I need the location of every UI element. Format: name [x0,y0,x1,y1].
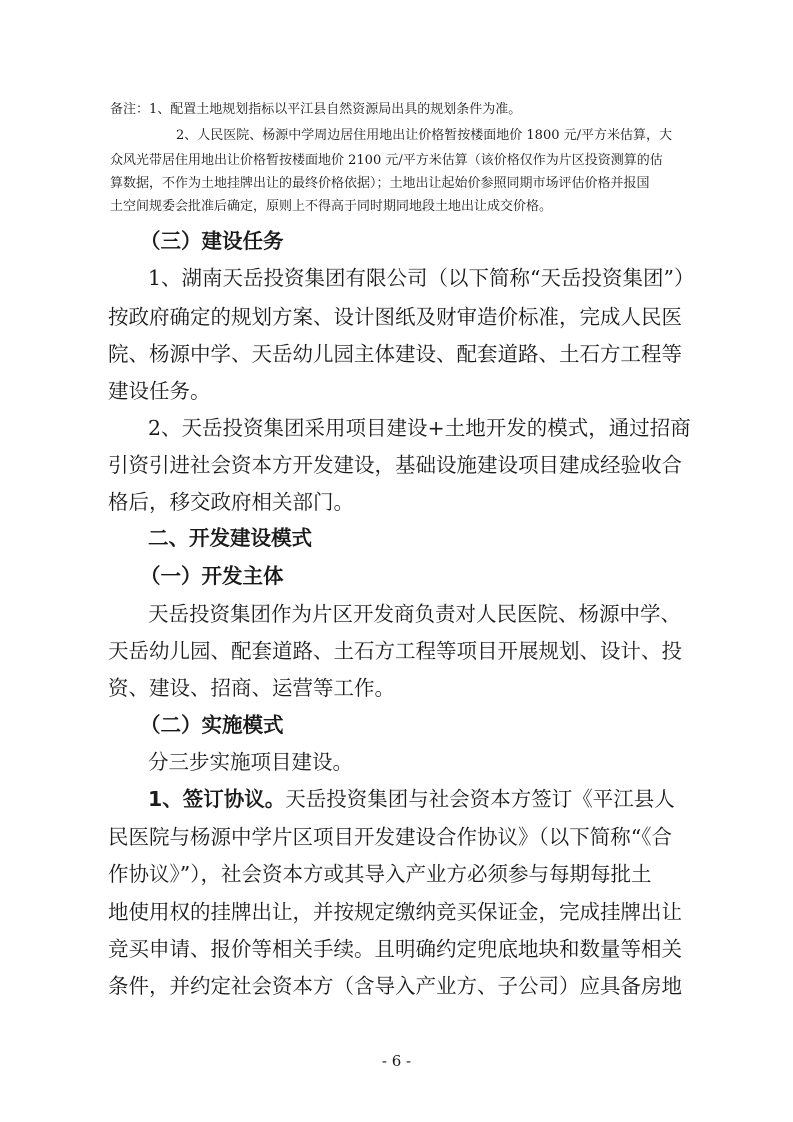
paragraph-line: 分三步实施项目建设。 [148,750,353,774]
paragraph-line: 2、天岳投资集团采用项目建设+土地开发的模式，通过招商 [148,416,691,440]
paragraph-line: 作协议》”），社会资本方或其导入产业方必须参与每期每批土 [108,862,652,886]
heading-construction-tasks: （三）建设任务 [140,229,284,253]
paragraph-line: 1、湖南天岳投资集团有限公司（以下简称“天岳投资集团”） [148,266,695,290]
note-line-4: 算数据，不作为土地挂牌出让的最终价格依据）；土地出让起始价参照同期市场评估价格并报国 [110,176,650,191]
heading-development-mode: 二、开发建设模式 [148,526,312,550]
heading-implementation-mode: （二）实施模式 [140,713,284,737]
paragraph-line: 建设任务。 [108,379,211,403]
paragraph-line: 引资引进社会资本方开发建设，基础设施建设项目建成经验收合 [108,453,682,477]
paragraph-line: 格后，移交政府相关部门。 [108,490,354,514]
paragraph-line: 条件，并约定社会资本方（含导入产业方、子公司）应具备房地 [108,974,682,998]
step-1-label: 1、签订协议。 [148,787,286,811]
paragraph-line: 院、杨源中学、天岳幼儿园主体建设、配套道路、土石方工程等 [108,342,682,366]
step-1-first-line [148,787,675,811]
paragraph-line: 天岳投资集团作为片区开发商负责对人民医院、杨源中学、 [148,602,681,626]
note-line-5: 土空间规委会批准后确定，原则上不得高于同时期同地段土地出让成交价格。 [110,199,553,214]
paragraph-line: 资、建设、招商、运营等工作。 [108,676,395,700]
note-line-3: 众风光带居住用地出让价格暂按楼面地价 2100 元/平方米估算（该价格仅作为片区投资测算的估 [110,153,663,168]
heading-development-entity: （一）开发主体 [140,564,284,588]
paragraph-line: 天岳幼儿园、配套道路、土石方工程等项目开展规划、设计、投 [108,639,682,663]
paragraph-line: 民医院与杨源中学片区项目开发建设合作协议》（以下简称“《合 [108,825,672,849]
note-line-1: 备注：1、配置土地规划指标以平江县自然资源局出具的规划条件为准。 [110,102,522,117]
page-number: - 6 - [381,1052,412,1070]
note-line-2: 2、人民医院、杨源中学周边居住用地出让价格暂按楼面地价 1800 元/平方米估算，大 [176,128,673,143]
step-1-text: 天岳投资集团与社会资本方签订《平江县人 [285,787,675,811]
paragraph-line: 竞买申请、报价等相关手续。且明确约定兜底地块和数量等相关 [108,937,682,961]
paragraph-line: 按政府确定的规划方案、设计图纸及财审造价标准，完成人民医 [108,305,682,329]
paragraph-line: 地使用权的挂牌出让，并按规定缴纳竞买保证金，完成挂牌出让 [108,900,682,924]
